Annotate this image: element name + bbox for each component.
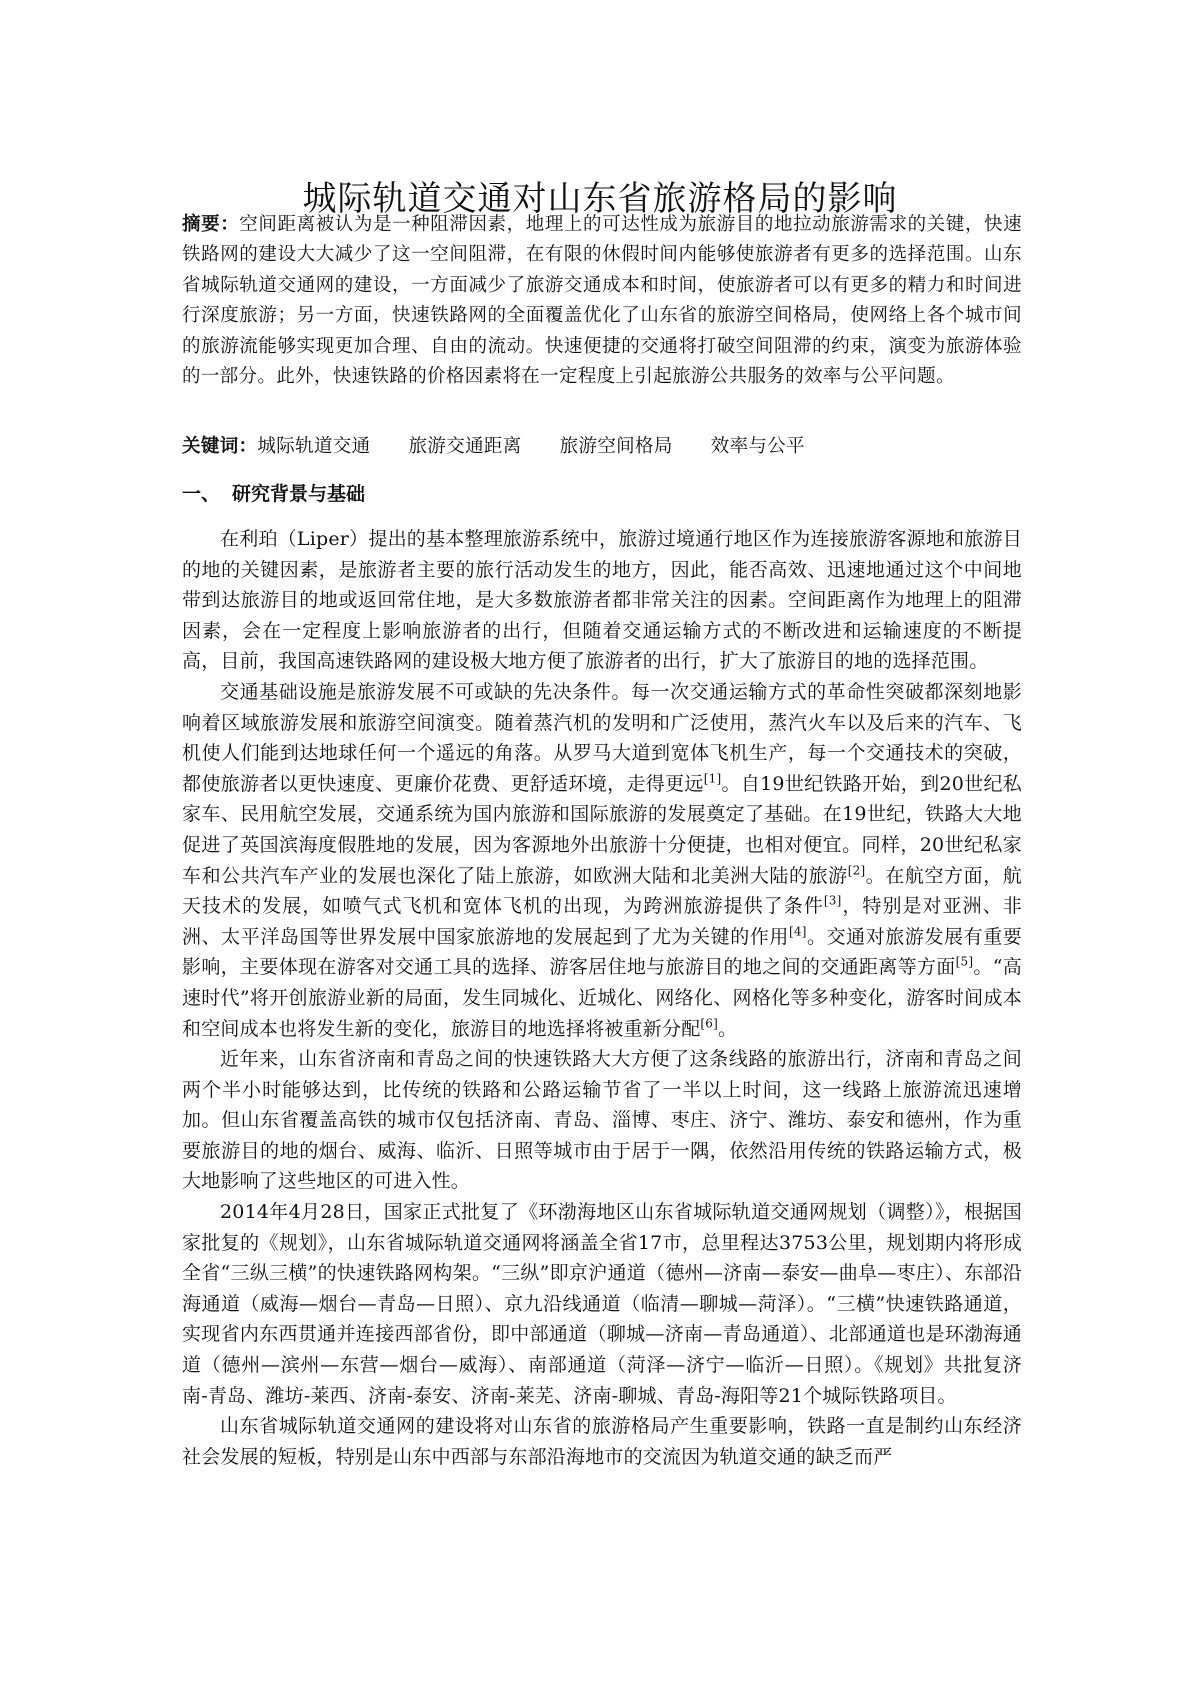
paragraph-text: 。“高速时代”将开创旅游业新的局面，发生同城化、近城化、网络化、网格化等多种变化，游客时间成本和空间成本也将发生新的变化，旅游目的地选择将被重新分配 — [182, 956, 1022, 1040]
abstract-label: 摘要： — [182, 214, 240, 235]
citation-marker: [4] — [789, 924, 807, 939]
paragraph-text: 。交通对旅游发展有重要影响，主要体现在游客对交通工具的选择、游客居住地与旅游目的地之间的交通距离等方面 — [182, 925, 1022, 979]
citation-marker: [5] — [955, 954, 974, 969]
paragraph-text: 。自19世纪铁路开始，到20世纪私家车、民用航空发展，交通系统为国内旅游和国际旅游的发展奠定了基础。在19世纪，铁路大大地促进了英国滨海度假胜地的发展，因为客源地外出旅游十分便捷，也相对便宜。同样，20世纪私家车和公共汽车产业的发展也深化了陆上旅游，如欧洲大陆和北美洲大陆的旅游 — [182, 772, 1022, 887]
paragraph-text: 山东省城际轨道交通网的建设将对山东省的旅游格局产生重要影响，铁路一直是制约山东经济社会发展的短板，特别是山东中西部与东部沿海地市的交流因为轨道交通的缺乏而严 — [182, 1415, 1022, 1468]
keyword: 旅游空间格局 — [559, 436, 673, 457]
citation-marker: [6] — [700, 1016, 719, 1031]
body-paragraph — [182, 1044, 1022, 1197]
paragraph-text: 在利珀（Liper）提出的基本整理旅游系统中，旅游过境通行地区作为连接旅游客源地和旅游目的地的关键因素，是旅游者主要的旅行活动发生的地方，因此，能否高效、迅速地通过这个中间地带到达旅游目的地或返回常住地，是大多数旅游者都非常关注的因素。空间距离作为地理上的阻滞因素，会在一定程度上影响旅游者的出行，但随着交通运输方式的不断改进和运输速度的不断提高，目前，我国高速铁路网的建设极大地方便了旅游者的出行，扩大了旅游目的地的选择范围。 — [182, 528, 1022, 673]
body-text — [182, 524, 1022, 1472]
paragraph-text: 。 — [718, 1017, 738, 1040]
section-number: 一、 — [182, 483, 221, 505]
paragraph-text: 近年来，山东省济南和青岛之间的快速铁路大大方便了这条线路的旅游出行，济南和青岛之间两个半小时能够达到，比传统的铁路和公路运输节省了一半以上时间，这一线路上旅游流迅速增加。但山东省覆盖高铁的城市仅包括济南、青岛、淄博、枣庄、济宁、潍坊、泰安和德州，作为重要旅游目的地的烟台、威海、临沂、日照等城市由于居于一隅，依然沿用传统的铁路运输方式，极大地影响了这些地区的可进入性。 — [182, 1048, 1022, 1193]
body-paragraph — [182, 524, 1022, 677]
keywords — [182, 432, 1022, 462]
keyword: 效率与公平 — [710, 436, 805, 457]
body-paragraph — [182, 677, 1022, 1044]
paragraph-text: 。在航空方面，航天技术的发展，如喷气式飞机和宽体飞机的出现，为跨洲旅游提供了条件 — [182, 864, 1022, 918]
paragraph-text: 2014年4月28日，国家正式批复了《环渤海地区山东省城际轨道交通网规划（调整）》，根据国家批复的《规划》，山东省城际轨道交通网将涵盖全省17市，总里程达3753公里，规划期内将形成全省“三纵三横”的快速铁路网构架。“三纵”即京沪通道（德州—济南—泰安—曲阜—枣庄）、东部沿海通道（威海—烟台—青岛—日照）、京九沿线通道（临清—聊城—菏泽）。“三横”快速铁路通道，实现省内东西贯通并连接西部省份，即中部通道（聊城—济南—青岛通道）、北部通道也是环渤海通道（德州—滨州—东营—烟台—威海）、南部通道（菏泽—济宁—临沂—日照）。《规划》共批复济南-青岛、潍坊-莱西、济南-泰安、济南-莱芜、济南-聊城、青岛-海阳等21个城际铁路项目。 — [182, 1201, 1022, 1407]
paragraph-text: ，特别是对亚洲、非洲、太平洋岛国等世界发展中国家旅游地的发展起到了尤为关键的作用 — [182, 895, 1022, 948]
keywords-label: 关键词： — [182, 436, 258, 457]
citation-marker: [1] — [703, 771, 722, 786]
abstract — [182, 210, 1022, 392]
body-paragraph — [182, 1411, 1022, 1472]
keyword: 旅游交通距离 — [408, 436, 522, 457]
citation-marker: [2] — [847, 863, 866, 878]
paragraph-text: 交通基础设施是旅游发展不可或缺的先决条件。每一次交通运输方式的革命性突破都深刻地影响着区域旅游发展和旅游空间演变。随着蒸汽机的发明和广泛使用，蒸汽火车以及后来的汽车、飞机使人们能到达地球任何一个遥远的角落。从罗马大道到宽体飞机生产，每一个交通技术的突破，都使旅游者以更快速度、更廉价花费、更舒适环境，走得更远 — [182, 680, 1022, 795]
body-paragraph — [182, 1197, 1022, 1411]
abstract-text: 空间距离被认为是一种阻滞因素，地理上的可达性成为旅游目的地拉动旅游需求的关键，快速铁路网的建设大大减少了这一空间阻滞，在有限的休假时间内能够使旅游者有更多的选择范围。山东省城际轨道交通网的建设，一方面减少了旅游交通成本和时间，使旅游者可以有更多的精力和时间进行深度旅游；另一方面，快速铁路网的全面覆盖优化了山东省的旅游空间格局，使网络上各个城市间的旅游流能够实现更加合理、自由的流动。快速便捷的交通将打破空间阻滞的约束，演变为旅游体验的一部分。此外，快速铁路的价格因素将在一定程度上引起旅游公共服务的效率与公平问题。 — [182, 214, 1022, 388]
section-heading — [182, 478, 1022, 510]
keyword: 城际轨道交通 — [257, 436, 371, 457]
paper-title: 城际轨道交通对山东省旅游格局的影响 — [302, 178, 898, 219]
section-title: 研究背景与基础 — [232, 483, 366, 505]
citation-marker: [3] — [823, 893, 842, 908]
